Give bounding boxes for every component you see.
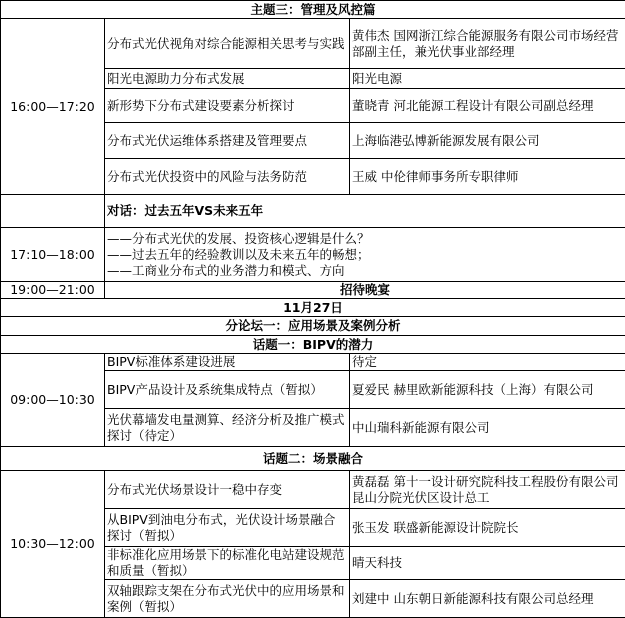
talk-speaker: 黄磊磊 第十一设计研究院科技工程股份有限公司昆山分院光伏区设计总工 [350, 471, 625, 509]
talk-speaker: 刘建中 山东朝日新能源科技有限公司总经理 [350, 580, 625, 618]
talk-speaker: 张玉发 联盛新能源设计院院长 [350, 509, 625, 547]
talk-speaker: 黄伟杰 国网浙江综合能源服务有限公司市场经营部副主任，兼光伏事业部经理 [350, 19, 625, 69]
talk-topic: 阳光电源助力分布式发展 [105, 69, 350, 89]
dialog-lines [105, 228, 625, 282]
banquet-time: 19:00—21:00 [1, 282, 105, 299]
session-time: 09:00—10:30 [1, 354, 105, 447]
talk-topic: 分布式光伏场景设计一稳中存变 [105, 471, 350, 509]
talk-topic: BIPV标准体系建设进展 [105, 354, 350, 371]
talk-speaker: 晴天科技 [350, 547, 625, 580]
talk-topic: 分布式光伏投资中的风险与法务防范 [105, 159, 350, 195]
talk-topic: 新形势下分布式建设要素分析探讨 [105, 89, 350, 123]
date-header: 11月27日 [1, 299, 625, 317]
topic-header: 话题二：场景融合 [1, 447, 625, 471]
dialog-line: ——分布式光伏的发展、投资核心逻辑是什么？ [107, 231, 623, 247]
theme-header: 主题三：管理及风控篇 [1, 1, 625, 19]
forum-header: 分论坛一：应用场景及案例分析 [1, 317, 625, 336]
talk-topic: 分布式光伏运维体系搭建及管理要点 [105, 123, 350, 159]
talk-speaker: 中山瑞科新能源有限公司 [350, 409, 625, 447]
blank-cell [1, 195, 105, 228]
topic-header: 话题一：BIPV的潜力 [1, 336, 625, 354]
banquet-label: 招待晚宴 [105, 282, 625, 299]
talk-speaker: 待定 [350, 354, 625, 371]
talk-speaker: 王威 中伦律师事务所专职律师 [350, 159, 625, 195]
talk-speaker: 董晓青 河北能源工程设计有限公司副总经理 [350, 89, 625, 123]
talk-topic: 非标准化应用场景下的标准化电站建设规范和质量（暂拟） [105, 547, 350, 580]
talk-speaker: 夏爱民 赫里欧新能源科技（上海）有限公司 [350, 371, 625, 409]
dialog-line: ——过去五年的经验教训以及未来五年的畅想； [107, 247, 623, 263]
talk-speaker: 阳光电源 [350, 69, 625, 89]
talk-speaker: 上海临港弘博新能源发展有限公司 [350, 123, 625, 159]
talk-topic: 双轴跟踪支架在分布式光伏中的应用场景和案例（暂拟） [105, 580, 350, 618]
talk-topic: 分布式光伏视角对综合能源相关思考与实践 [105, 19, 350, 69]
session-time: 16:00—17:20 [1, 19, 105, 195]
dialog-time: 17:10—18:00 [1, 228, 105, 282]
dialog-line: ——工商业分布式的业务潜力和模式、方向 [107, 263, 623, 279]
talk-topic: BIPV产品设计及系统集成特点（暂拟） [105, 371, 350, 409]
talk-topic: 光伏幕墙发电量测算、经济分析及推广模式探讨（待定） [105, 409, 350, 447]
dialog-title: 对话：过去五年VS未来五年 [105, 195, 625, 228]
session-time: 10:30—12:00 [1, 471, 105, 618]
talk-topic: 从BIPV到油电分布式，光伏设计场景融合探讨（暂拟） [105, 509, 350, 547]
